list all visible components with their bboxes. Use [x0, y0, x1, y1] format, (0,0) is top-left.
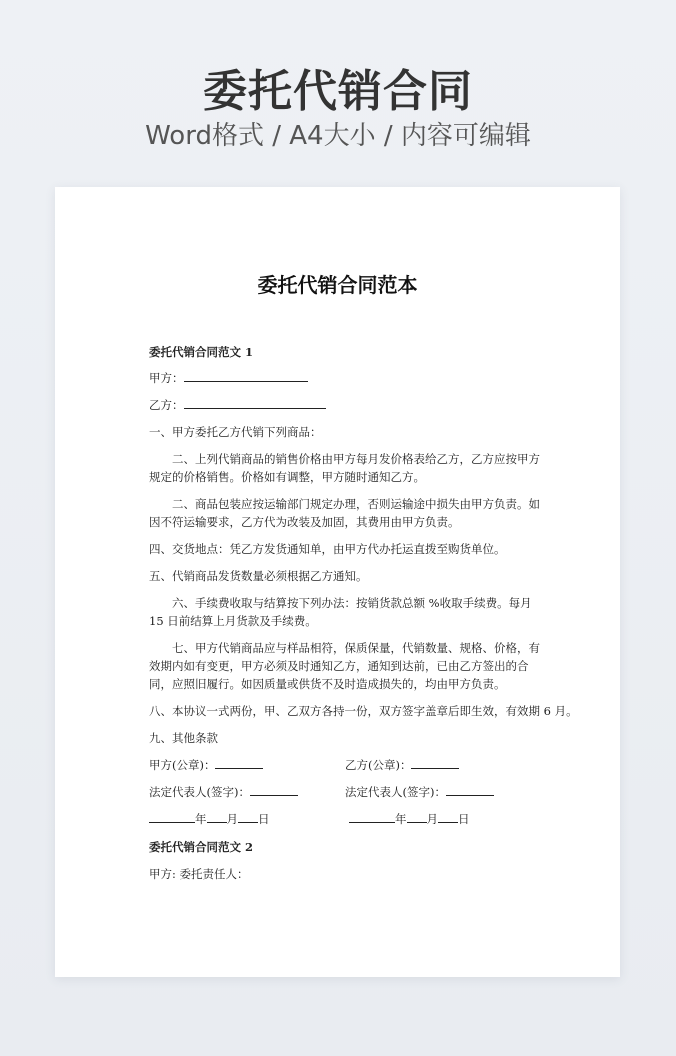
clause-8: 八、本协议一式两份，甲、乙双方各持一份，双方签字盖章后即生效，有效期 6 月。 [149, 704, 578, 718]
date-b-month: 月 [426, 812, 438, 826]
sign-a-rep-label: 法定代表人(签字)： [149, 785, 250, 799]
date-b-day: 日 [458, 812, 470, 826]
date-a-year: 年 [195, 812, 207, 826]
sign-b-seal-label: 乙方(公章)： [345, 758, 412, 772]
date-a-month-blank [207, 810, 227, 823]
sign-a-seal-label: 甲方(公章)： [149, 758, 216, 772]
clause-9: 九、其他条款 [149, 731, 218, 745]
sign-b-rep-blank [446, 783, 494, 796]
sign-a-seal-line [149, 756, 339, 774]
party-b-line [149, 396, 549, 414]
date-a-month: 月 [226, 812, 238, 826]
clause-1: 一、甲方委托乙方代销下列商品： [149, 425, 322, 439]
sign-b-rep-line [345, 783, 545, 801]
date-b-line [349, 810, 539, 828]
date-b-year: 年 [395, 812, 407, 826]
sign-a-rep-line [149, 783, 339, 801]
clause-7: 七、甲方代销商品应与样品相符，保质保量，代销数量、规格、价格，有效期内如有变更，甲方必须及时通知乙方，通知到达前，已由乙方签出的合同，应照旧履行。如因质量或供货不及时造成损失的，均由甲方负责。 [149, 641, 540, 691]
party-a-label: 甲方： [149, 371, 184, 385]
clause-5: 五、代销商品发货数量必须根据乙方通知。 [149, 569, 368, 583]
party-a-line [149, 369, 549, 387]
date-b-year-blank [349, 810, 395, 823]
party-b-blank [184, 396, 326, 409]
banner-title: 委托代销合同 [203, 66, 473, 117]
date-b-month-blank [407, 810, 427, 823]
date-a-day: 日 [258, 812, 270, 826]
party-a-blank [184, 369, 308, 382]
party-b-label: 乙方： [149, 398, 184, 412]
banner-subtitle: Word格式 / A4大小 / 内容可编辑 [145, 121, 531, 151]
sign-a-rep-blank [250, 783, 298, 796]
clause-6: 六、手续费收取与结算按下列办法：按销货款总额 %收取手续费。每月 15 日前结算上月货款及手续费。 [149, 596, 532, 628]
sample2-heading: 委托代销合同范文 2 [149, 840, 254, 854]
date-b-day-blank [438, 810, 458, 823]
sign-a-seal-blank [215, 756, 263, 769]
sign-b-rep-label: 法定代表人(签字)： [345, 785, 446, 799]
clause-2a: 二、上列代销商品的销售价格由甲方每月发价格表给乙方，乙方应按甲方规定的价格销售。价格如有调整，甲方随时通知乙方。 [149, 452, 540, 484]
clause-2b: 二、商品包装应按运输部门规定办理，否则运输途中损失由甲方负责。如因不符运输要求，乙方代为改装及加固，其费用由甲方负责。 [149, 497, 540, 529]
sample1-heading: 委托代销合同范文 1 [149, 345, 254, 359]
date-a-day-blank [238, 810, 258, 823]
sign-b-seal-blank [411, 756, 459, 769]
document-page [55, 187, 620, 977]
date-a-line [149, 810, 339, 828]
sample2-party-a: 甲方: 委托责任人： [149, 867, 249, 881]
date-a-year-blank [149, 810, 195, 823]
document-title: 委托代销合同范本 [257, 273, 418, 297]
sign-b-seal-line [345, 756, 545, 774]
clause-4: 四、交货地点：凭乙方发货通知单，由甲方代办托运直拨至购货单位。 [149, 542, 506, 556]
